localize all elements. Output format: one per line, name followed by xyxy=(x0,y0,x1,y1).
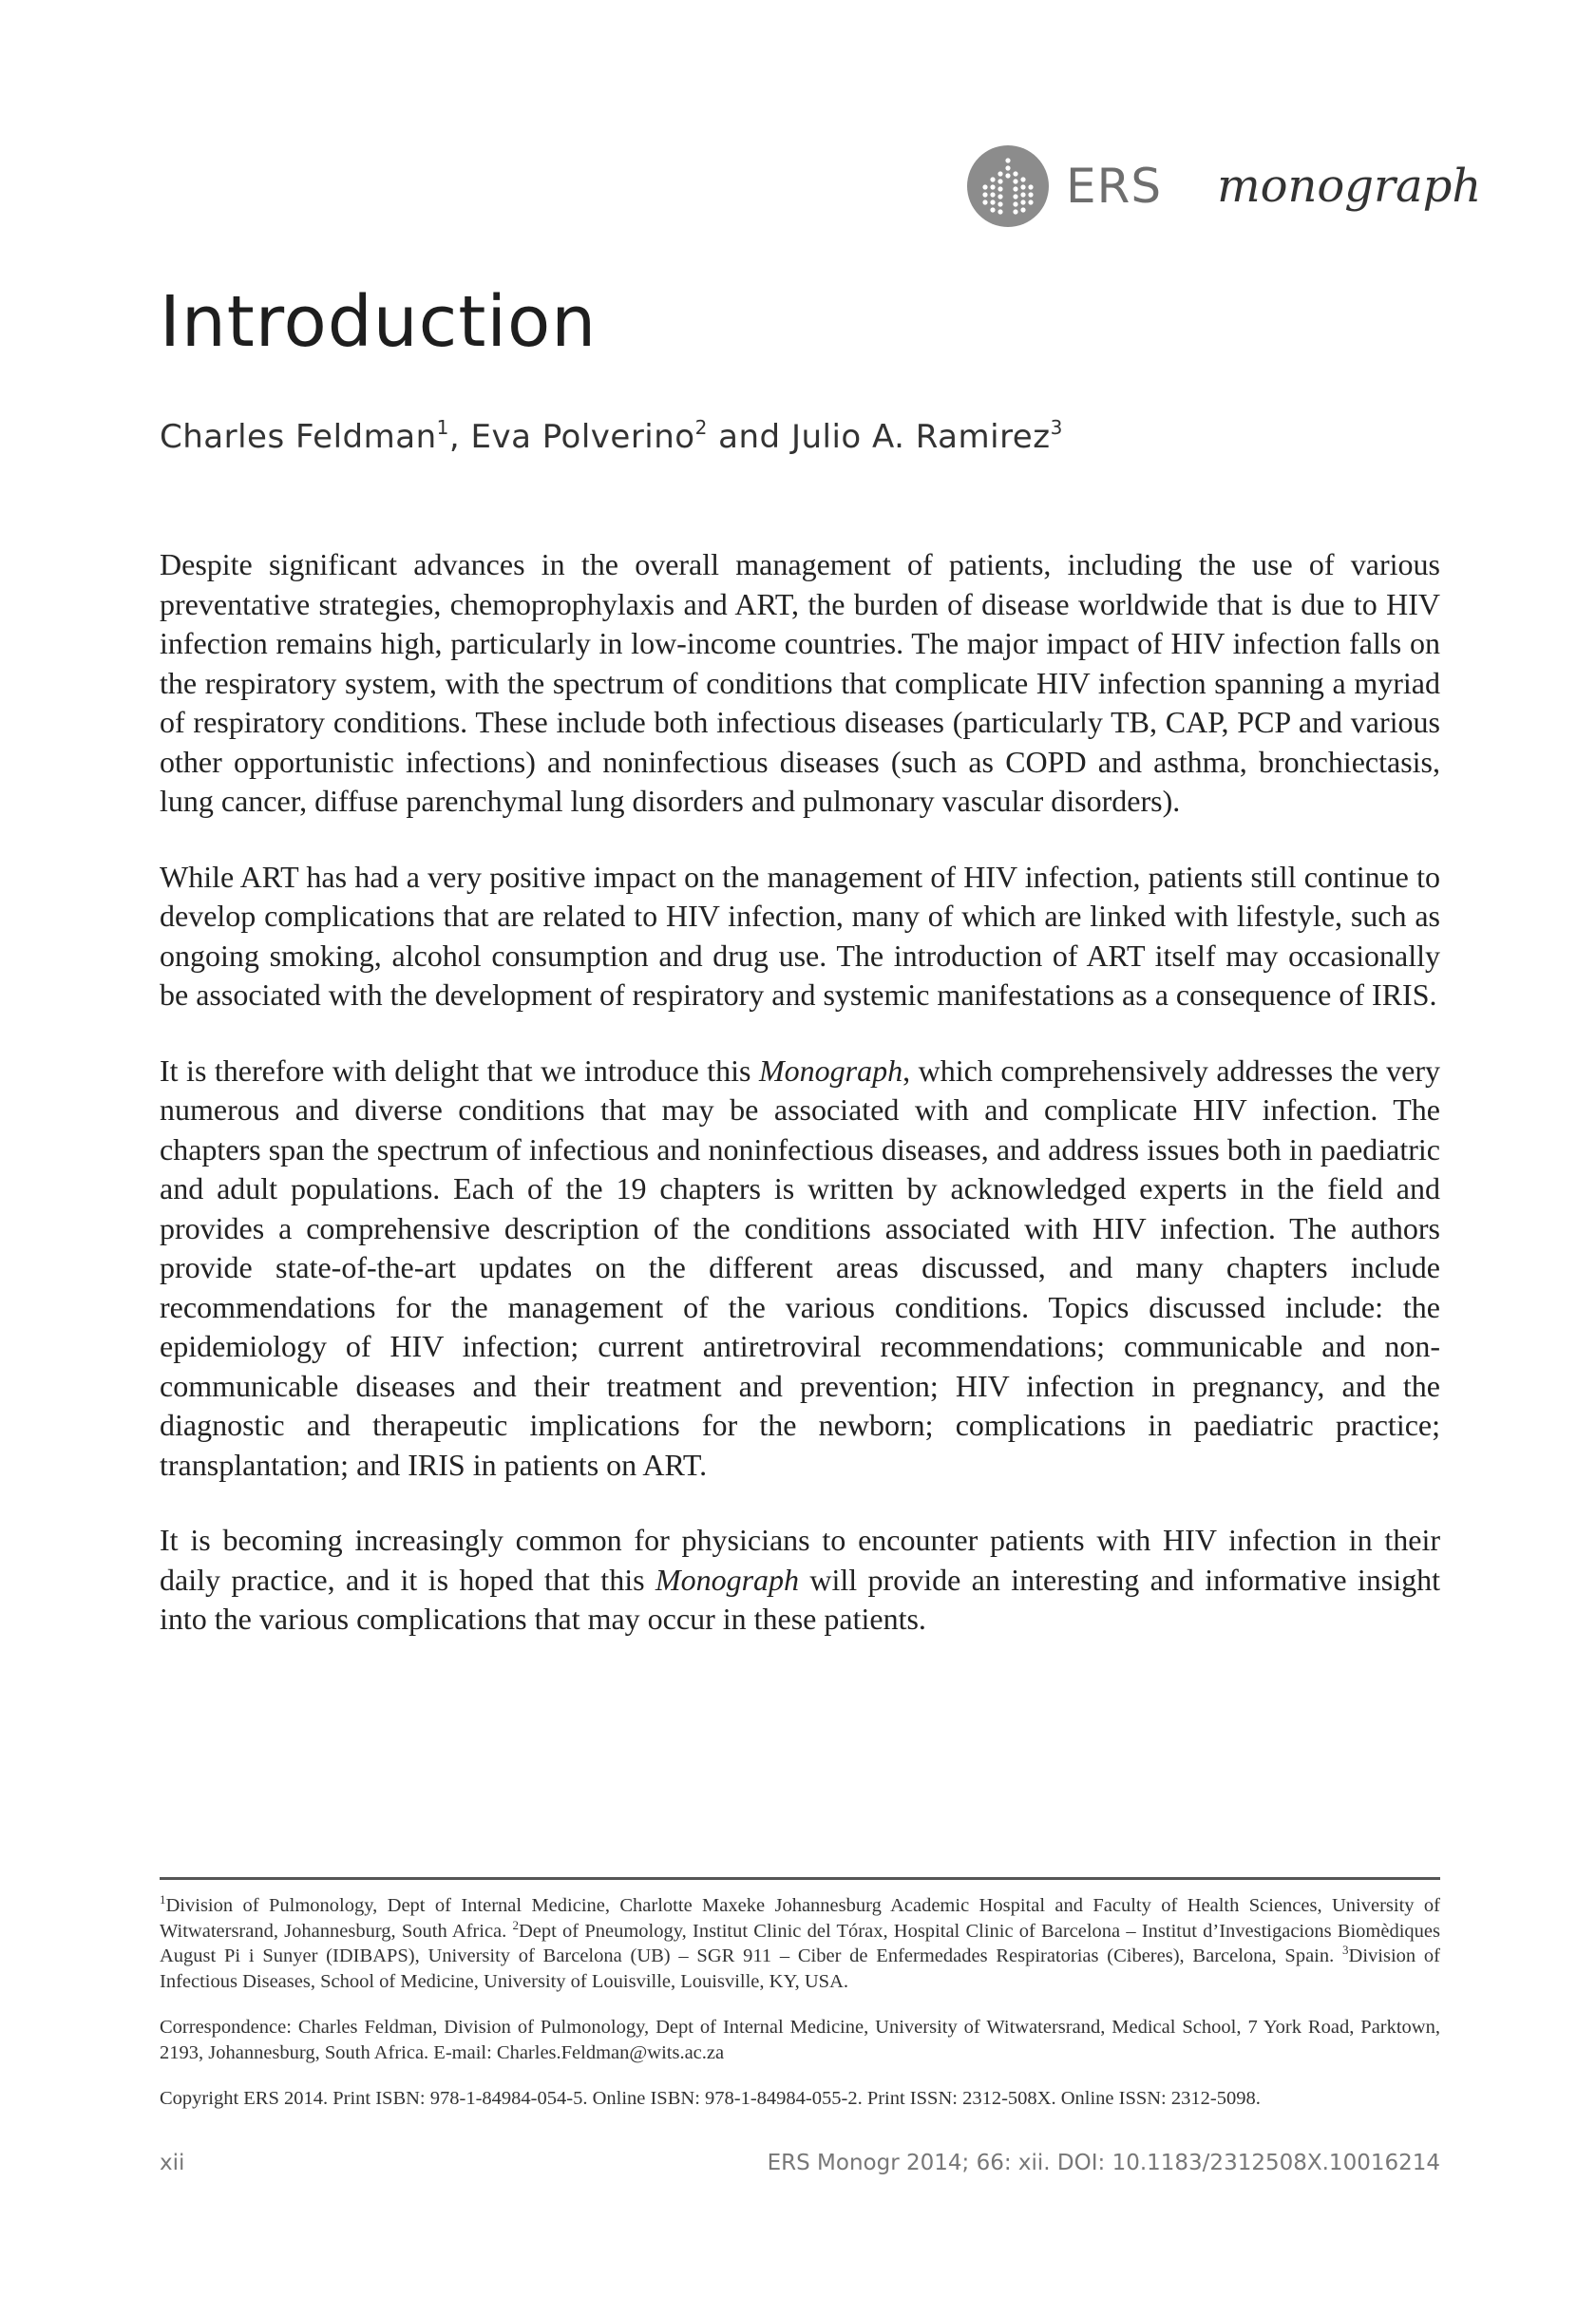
author-separator: , xyxy=(448,418,471,456)
italic-term: Monograph xyxy=(655,1562,800,1597)
paragraph-text: It is therefore with delight that we introduce this xyxy=(160,1053,760,1088)
affiliation-marker: 2 xyxy=(694,416,708,439)
correspondence: Correspondence: Charles Feldman, Division of Pulmonology, Dept of Internal Medicine, University of Witwatersrand, Medical School, 7 York Road, Parktown, 2193, Johannesburg, South Africa. E-mail: Charles.Feldman@wits.ac.za xyxy=(160,2017,1440,2063)
paragraph-text: will provide an interesting and informative insight into the various complications that may occur in these patients. xyxy=(160,1562,1441,1636)
author-separator: and xyxy=(707,418,791,456)
footnote-divider xyxy=(160,1877,1440,1880)
page-number: xii xyxy=(160,2151,185,2175)
affiliation-marker: 1 xyxy=(436,416,449,439)
affiliation-marker: 1 xyxy=(160,1892,166,1907)
citation: ERS Monogr 2014; 66: xii. DOI: 10.1183/2312508X.10016214 xyxy=(767,2151,1440,2175)
author-name: Julio A. Ramirez xyxy=(790,418,1051,456)
author-name: Eva Polverino xyxy=(470,418,695,456)
italic-term: Monograph xyxy=(759,1053,903,1088)
author-list xyxy=(160,418,1063,456)
affiliation-marker: 2 xyxy=(512,1917,519,1932)
footnotes xyxy=(160,1893,1440,2133)
lungs-icon xyxy=(967,145,1049,227)
paragraph-text: , which comprehensively addresses the very numerous and diverse conditions that may be associated with and complicate HIV infection. The chapters span the spectrum of infectious and noninfectious diseases, and address issues both in paediatric and adult populations. Each of the 19 chapters is written by acknowledged experts in the field and provides a comprehensive description of the conditions associated with HIV infection. The authors provide state-of-the-art updates on the different areas discussed, and many chapters include recommendations for the management of the various conditions. Topics discussed include: the epidemiology of HIV infection; current antiretroviral recommendations; communicable and non-communicable diseases and their treatment and prevention; HIV infection in pregnancy, and the diagnostic and therapeutic implications for the newborn; complications in paediatric practice; transplantation; and IRIS in patients on ART. xyxy=(160,1053,1441,1482)
affiliation-text: Dept of Pneumology, Institut Clinic del Tórax, Hospital Clinic of Barcelona – Institut d’Investigacions Biomèdiques August Pi i Sunyer (IDIBAPS), University of Barcelona (UB) – SGR 911 – Ciber de Enfermedades Respiratorias (Ciberes), Barcelona, Spain. xyxy=(160,1920,1441,1966)
affiliation-marker: 3 xyxy=(1342,1943,1349,1957)
paragraph: While ART has had a very positive impact on the management of HIV infection, patients still continue to develop complications that are related to HIV infection, many of which are linked with lifestyle, such as ongoing smoking, alcohol consumption and drug use. The introduction of ART itself may occasionally be associated with the development of respiratory and systemic manifestations as a consequence of IRIS. xyxy=(160,859,1440,1012)
paragraph xyxy=(160,1521,1440,1640)
affiliation-text: Division of Infectious Diseases, School of Medicine, University of Louisville, Louisville, KY, USA. xyxy=(160,1945,1440,1992)
author-name: Charles Feldman xyxy=(160,418,437,456)
paragraph-text: It is becoming increasingly common for physicians to encounter patients with HIV infection in their daily practice, and it is hoped that this xyxy=(160,1523,1440,1597)
logo-product: monograph xyxy=(1217,160,1482,213)
logo-brand: ERS xyxy=(1066,159,1163,214)
affiliation-text: Division of Pulmonology, Dept of Internal Medicine, Charlotte Maxeke Johannesburg Academic Hospital and Faculty of Health Sciences, University of Witwatersrand, Johannesburg, South Africa. xyxy=(160,1895,1440,1942)
ers-monograph-logo xyxy=(967,142,1482,230)
affiliation-marker: 3 xyxy=(1050,416,1063,439)
page-title: Introduction xyxy=(160,281,598,363)
copyright: Copyright ERS 2014. Print ISBN: 978-1-84984-054-5. Online ISBN: 978-1-84984-055-2. Print ISSN: 2312-508X. Online ISSN: 2312-5098. xyxy=(160,2088,1261,2109)
article-body xyxy=(160,545,1440,1676)
page-footer xyxy=(160,2151,1440,2175)
affiliations xyxy=(160,1893,1440,1994)
paragraph: Despite significant advances in the overall management of patients, including the use of various preventative strategies, chemoprophylaxis and ART, the burden of disease worldwide that is due to HIV infection remains high, particularly in low-income countries. The major impact of HIV infection falls on the respiratory system, with the spectrum of conditions that complicate HIV infection spanning a myriad of respiratory conditions. These include both infectious diseases (particularly TB, CAP, PCP and various other opportunistic infections) and noninfectious diseases (such as COPD and asthma, bronchiectasis, lung cancer, diffuse parenchymal lung disorders and pulmonary vascular disorders). xyxy=(160,547,1440,818)
paragraph xyxy=(160,1052,1440,1486)
